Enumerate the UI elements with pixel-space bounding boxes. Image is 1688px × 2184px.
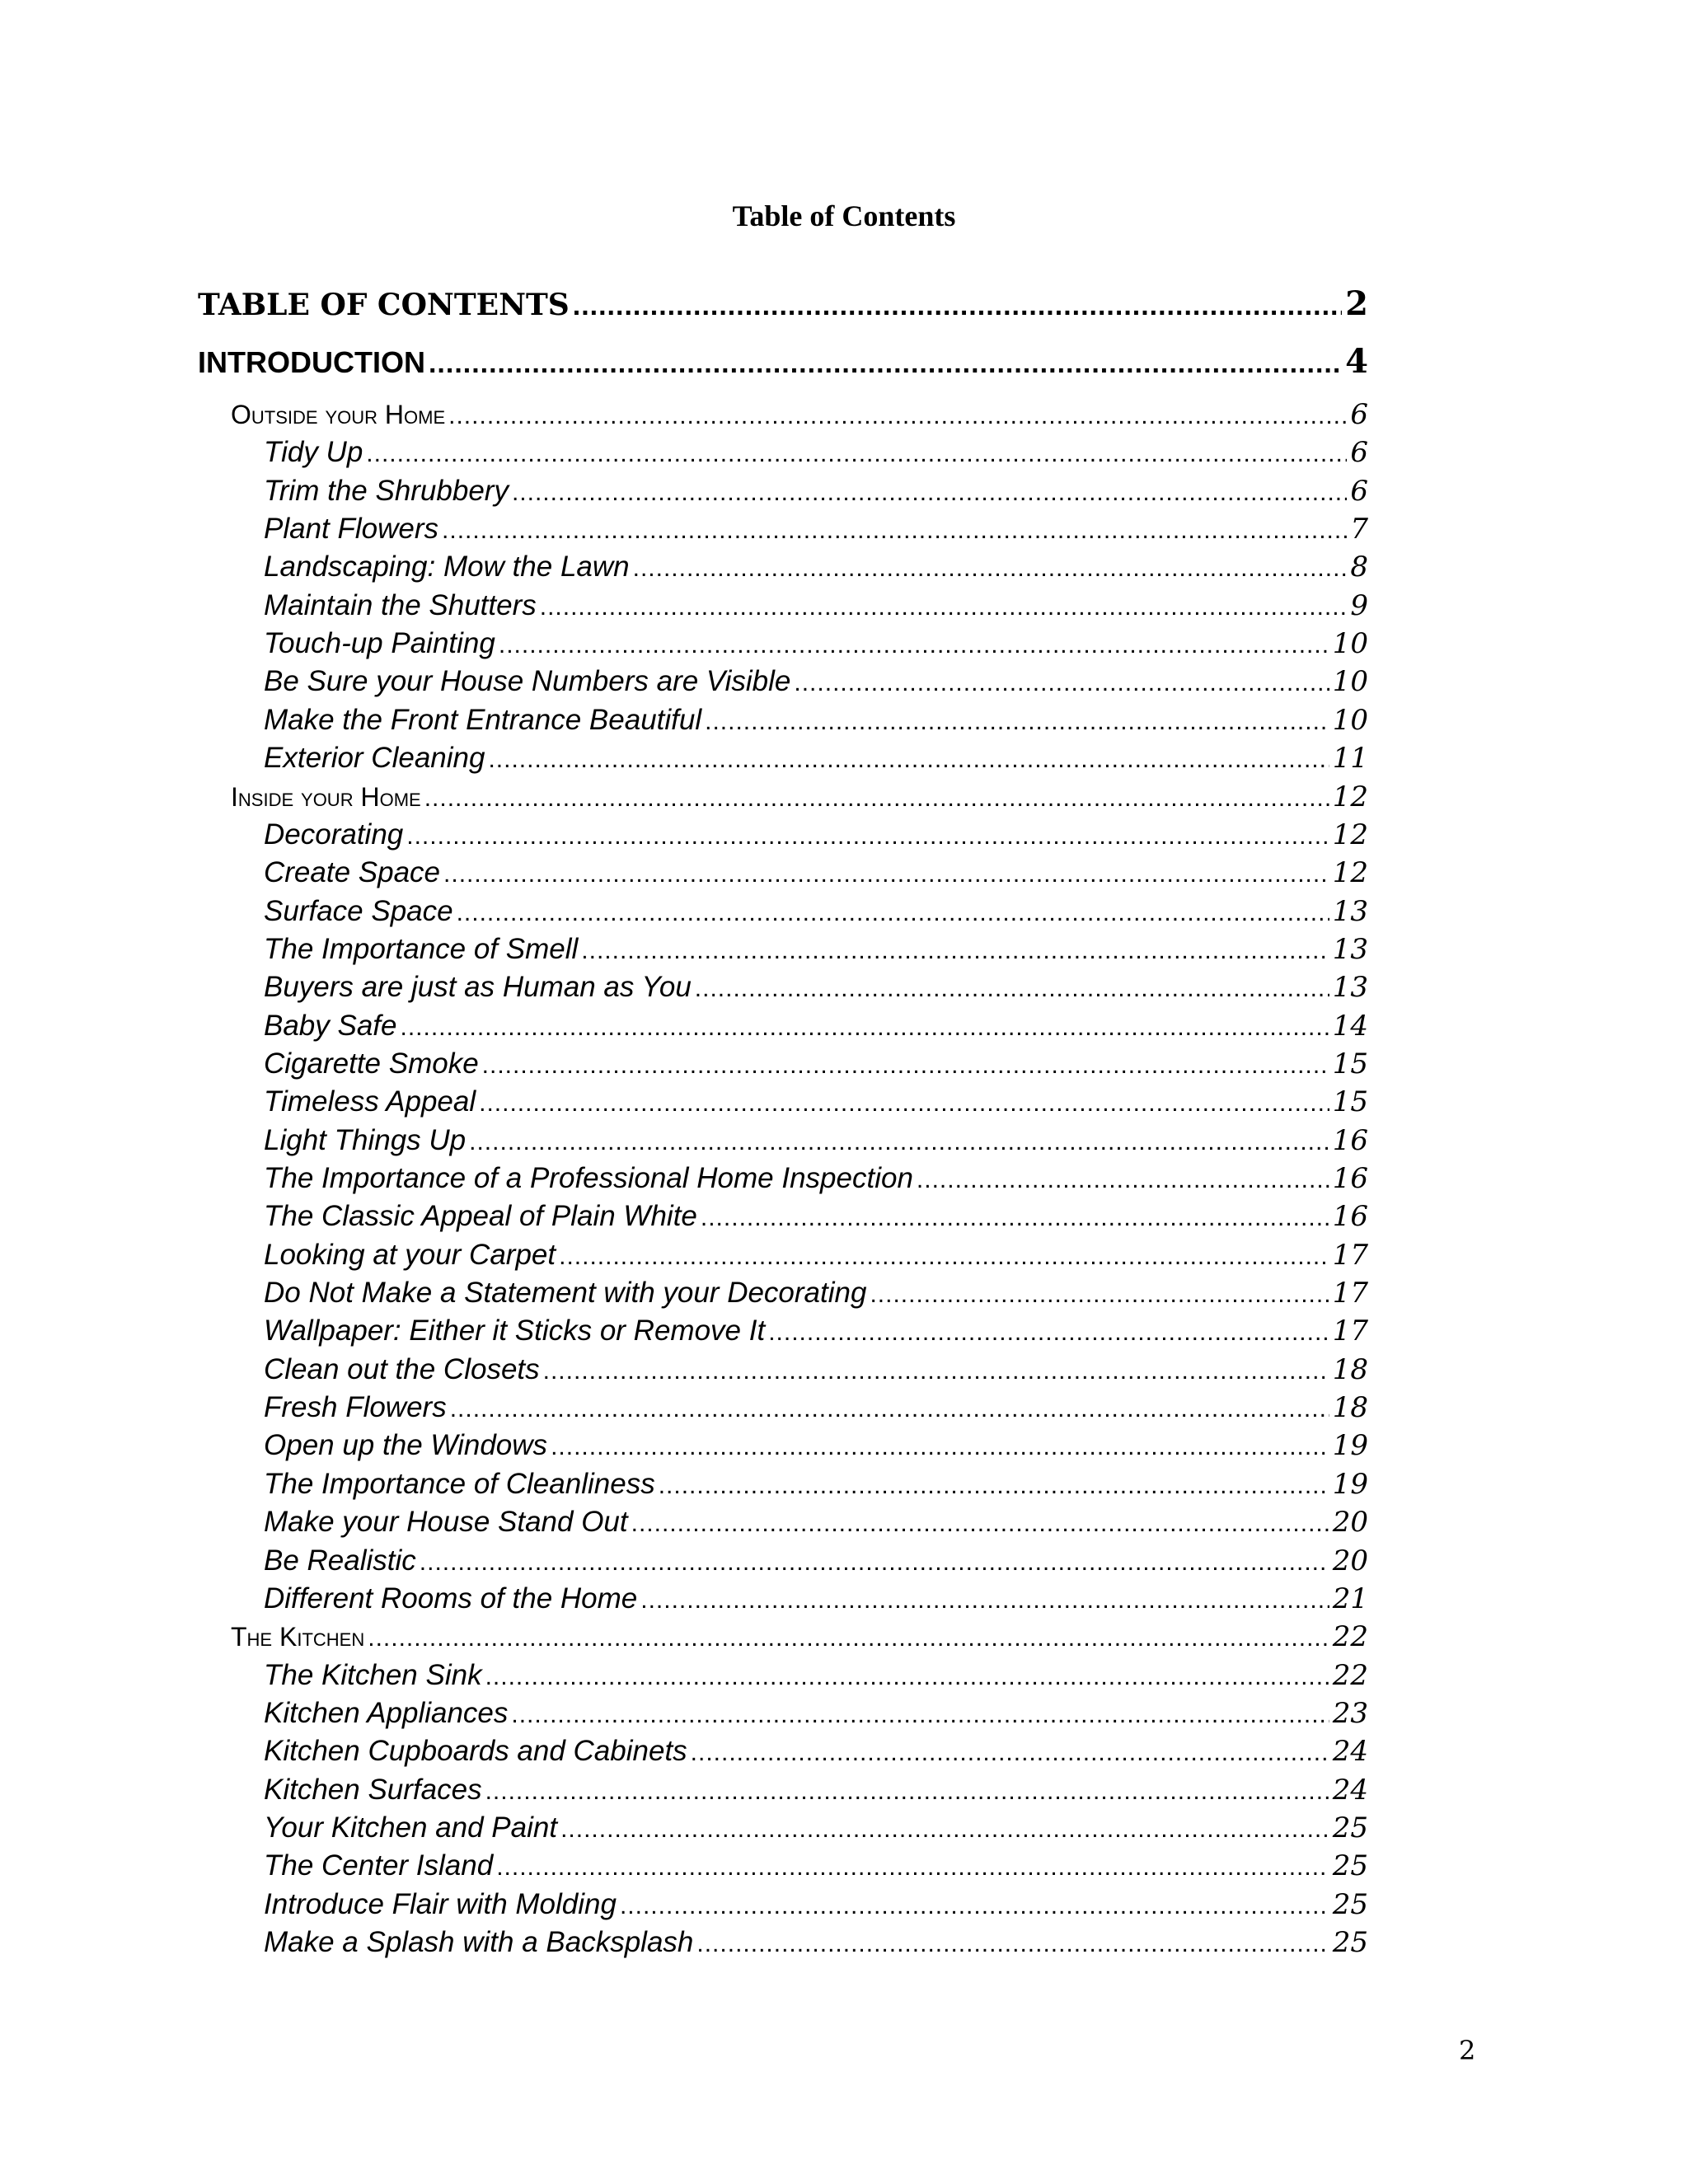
dot-leader bbox=[420, 1544, 1329, 1581]
toc-entry[interactable] bbox=[264, 1810, 1368, 1846]
dot-leader bbox=[485, 1659, 1329, 1695]
toc-entry-page-number: 18 bbox=[1332, 1352, 1368, 1386]
toc-entry-title: Light Things Up bbox=[264, 1123, 467, 1156]
toc-entry-page-number: 15 bbox=[1332, 1085, 1368, 1119]
toc-entry[interactable] bbox=[264, 1772, 1368, 1808]
toc-entry-page-number: 24 bbox=[1332, 1773, 1368, 1807]
toc-entry-title: Different Rooms of the Home bbox=[264, 1582, 638, 1615]
toc-entry[interactable] bbox=[264, 1543, 1368, 1579]
dot-leader bbox=[560, 1811, 1329, 1848]
toc-entry[interactable] bbox=[264, 1695, 1368, 1732]
toc-entry-title: Touch-up Painting bbox=[264, 627, 495, 660]
toc-entry-page-number: 20 bbox=[1332, 1544, 1368, 1577]
toc-entry-page-number: 4 bbox=[1345, 342, 1368, 381]
toc-entry-page-number: 15 bbox=[1332, 1047, 1368, 1080]
dot-leader bbox=[701, 1200, 1329, 1236]
dot-leader bbox=[485, 1774, 1329, 1810]
toc-entry-title: Create Space bbox=[264, 856, 441, 889]
toc-entry[interactable] bbox=[264, 1313, 1368, 1349]
toc-entry[interactable] bbox=[198, 341, 1368, 382]
dot-leader bbox=[499, 627, 1329, 663]
toc-entry-page-number: 25 bbox=[1332, 1887, 1368, 1921]
toc-entry[interactable] bbox=[264, 740, 1368, 776]
dot-leader bbox=[543, 1353, 1329, 1390]
dot-leader bbox=[559, 1239, 1329, 1275]
toc-entry-page-number: 18 bbox=[1332, 1391, 1368, 1425]
toc-entry-page-number: 13 bbox=[1332, 932, 1368, 966]
toc-entry-page-number: 8 bbox=[1350, 551, 1368, 584]
toc-entry[interactable] bbox=[264, 626, 1368, 662]
dot-leader bbox=[794, 665, 1329, 701]
toc-entry-page-number: 17 bbox=[1332, 1315, 1368, 1348]
toc-entry-title: Exterior Cleaning bbox=[264, 742, 485, 775]
dot-leader bbox=[488, 742, 1329, 778]
toc-entry[interactable] bbox=[264, 1427, 1368, 1464]
toc-entry-page-number: 16 bbox=[1332, 1200, 1368, 1234]
dot-leader bbox=[450, 1391, 1329, 1427]
page-number: 2 bbox=[1459, 2035, 1476, 2066]
dot-leader bbox=[540, 589, 1348, 626]
toc-entry[interactable] bbox=[264, 1886, 1368, 1923]
toc-entry-title: Cigarette Smoke bbox=[264, 1047, 479, 1080]
toc-entry[interactable] bbox=[264, 1275, 1368, 1311]
toc-entry[interactable] bbox=[231, 396, 1368, 433]
toc-entry-page-number: 6 bbox=[1350, 398, 1368, 431]
toc-entry[interactable] bbox=[264, 1084, 1368, 1120]
toc-entry[interactable] bbox=[264, 434, 1368, 471]
toc-entry[interactable] bbox=[264, 473, 1368, 509]
toc-entry-page-number: 2 bbox=[1345, 284, 1368, 323]
toc-entry-title: TABLE OF CONTENTS bbox=[198, 288, 570, 322]
toc-entry[interactable] bbox=[264, 1390, 1368, 1426]
toc-entry-title: The Importance of Cleanliness bbox=[264, 1467, 655, 1500]
toc-entry-page-number: 11 bbox=[1332, 742, 1368, 776]
toc-entry-page-number: 16 bbox=[1332, 1162, 1368, 1195]
toc-entry-title: The Classic Appeal of Plain White bbox=[264, 1200, 697, 1233]
toc-entry-page-number: 10 bbox=[1332, 627, 1368, 661]
dot-leader bbox=[511, 1697, 1329, 1733]
toc-entry[interactable] bbox=[264, 1352, 1368, 1388]
toc-entry-title: Timeless Appeal bbox=[264, 1085, 476, 1118]
toc-entry-title: The Center Island bbox=[264, 1849, 494, 1882]
toc-entry-page-number: 17 bbox=[1332, 1238, 1368, 1272]
dot-leader bbox=[705, 704, 1329, 740]
dot-leader bbox=[469, 1124, 1329, 1160]
toc-entry-title: Fresh Flowers bbox=[264, 1391, 447, 1424]
dot-leader bbox=[368, 1620, 1329, 1657]
toc-entry-title: Wallpaper: Either it Sticks or Remove It bbox=[264, 1315, 766, 1347]
toc-entry-title: Introduce Flair with Molding bbox=[264, 1887, 617, 1920]
toc-entry-page-number: 12 bbox=[1332, 780, 1368, 813]
toc-entry-title: Baby Safe bbox=[264, 1009, 397, 1042]
toc-entry-page-number: 19 bbox=[1332, 1467, 1368, 1501]
dot-leader bbox=[496, 1849, 1329, 1886]
toc-entry-title: The Kitchen Sink bbox=[264, 1658, 482, 1691]
toc-entry-page-number: 13 bbox=[1332, 971, 1368, 1005]
toc-entry-title: Plant Flowers bbox=[264, 513, 439, 546]
toc-entry-title: Inside your Home bbox=[231, 781, 421, 812]
toc-entry[interactable] bbox=[264, 817, 1368, 853]
toc-entry-title: The Importance of Smell bbox=[264, 932, 579, 965]
toc-entry-title: Trim the Shrubbery bbox=[264, 474, 509, 507]
toc-entry-title: Tidy Up bbox=[264, 436, 363, 469]
toc-entry-page-number: 10 bbox=[1332, 665, 1368, 699]
toc-entry-page-number: 25 bbox=[1332, 1926, 1368, 1959]
toc-entry[interactable] bbox=[231, 1619, 1368, 1655]
toc-entry[interactable] bbox=[264, 1657, 1368, 1694]
toc-entry[interactable] bbox=[264, 1733, 1368, 1769]
toc-entry-title: Make your House Stand Out bbox=[264, 1506, 628, 1539]
toc-entry-page-number: 6 bbox=[1350, 436, 1368, 470]
toc-entry-page-number: 24 bbox=[1332, 1735, 1368, 1769]
toc-entry-title: Be Sure your House Numbers are Visible bbox=[264, 665, 791, 698]
dot-leader bbox=[620, 1888, 1329, 1924]
dot-leader bbox=[573, 285, 1342, 326]
dot-leader bbox=[695, 971, 1329, 1007]
toc-entry-title: Make a Splash with a Backsplash bbox=[264, 1926, 694, 1958]
toc-entry-page-number: 22 bbox=[1332, 1658, 1368, 1692]
dot-leader bbox=[429, 343, 1342, 384]
dot-leader bbox=[482, 1047, 1329, 1084]
toc-entry-title: Outside your Home bbox=[231, 400, 446, 429]
toc-entry-page-number: 21 bbox=[1332, 1582, 1368, 1615]
toc-entry-page-number: 7 bbox=[1350, 513, 1368, 546]
toc-entry[interactable] bbox=[264, 702, 1368, 738]
dot-leader bbox=[640, 1582, 1329, 1619]
dot-leader bbox=[696, 1926, 1329, 1962]
toc-entry-page-number: 9 bbox=[1350, 588, 1368, 622]
dot-leader bbox=[691, 1735, 1329, 1771]
toc-entry-title: Your Kitchen and Paint bbox=[264, 1811, 558, 1844]
toc-entry-title: Decorating bbox=[264, 818, 404, 851]
dot-leader bbox=[551, 1429, 1329, 1465]
toc-entry[interactable] bbox=[264, 893, 1368, 930]
toc-entry-page-number: 14 bbox=[1332, 1009, 1368, 1043]
toc-entry-title: The Kitchen bbox=[231, 1622, 365, 1652]
toc-entry-title: Clean out the Closets bbox=[264, 1352, 540, 1385]
toc-entry[interactable] bbox=[264, 663, 1368, 700]
toc-entry[interactable] bbox=[264, 1466, 1368, 1502]
toc-entry-page-number: 22 bbox=[1332, 1620, 1368, 1654]
toc-entry-page-number: 16 bbox=[1332, 1123, 1368, 1157]
toc-entry[interactable] bbox=[264, 1160, 1368, 1197]
toc-entry[interactable] bbox=[264, 1008, 1368, 1044]
toc-entry-page-number: 19 bbox=[1332, 1429, 1368, 1463]
dot-leader bbox=[406, 818, 1329, 855]
toc-entry-title: Landscaping: Mow the Lawn bbox=[264, 551, 630, 583]
toc-entry-page-number: 13 bbox=[1332, 894, 1368, 928]
toc-entry-title: Be Realistic bbox=[264, 1544, 416, 1577]
toc-entry-page-number: 12 bbox=[1332, 856, 1368, 890]
toc-entry[interactable] bbox=[264, 549, 1368, 585]
toc-entry-page-number: 25 bbox=[1332, 1849, 1368, 1883]
toc-entry[interactable] bbox=[264, 1122, 1368, 1159]
toc-entry-title: The Importance of a Professional Home Inspection bbox=[264, 1162, 913, 1194]
toc-entry[interactable] bbox=[264, 855, 1368, 891]
dot-leader bbox=[870, 1277, 1329, 1313]
toc-entry[interactable] bbox=[264, 588, 1368, 624]
toc-entry[interactable] bbox=[264, 1198, 1368, 1235]
dot-leader bbox=[366, 436, 1347, 472]
toc-entry[interactable] bbox=[264, 969, 1368, 1005]
dot-leader bbox=[917, 1162, 1329, 1198]
toc-entry-page-number: 6 bbox=[1350, 474, 1368, 508]
toc-entry-title: Kitchen Appliances bbox=[264, 1696, 509, 1729]
toc-entry-page-number: 10 bbox=[1332, 703, 1368, 737]
toc-entry-title: Buyers are just as Human as You bbox=[264, 971, 692, 1004]
dot-leader bbox=[479, 1085, 1329, 1122]
toc-entry-title: Make the Front Entrance Beautiful bbox=[264, 703, 702, 736]
dot-leader bbox=[581, 933, 1329, 969]
dot-leader bbox=[631, 1506, 1329, 1542]
dot-leader bbox=[659, 1468, 1329, 1504]
toc-entry[interactable] bbox=[264, 1848, 1368, 1884]
toc-entry-title: Looking at your Carpet bbox=[264, 1238, 556, 1271]
page-title: Table of Contents bbox=[732, 199, 956, 232]
toc-entry[interactable] bbox=[198, 284, 1368, 325]
toc-entry[interactable] bbox=[264, 1581, 1368, 1617]
toc-entry[interactable] bbox=[264, 1046, 1368, 1082]
dot-leader bbox=[401, 1010, 1329, 1046]
dot-leader bbox=[424, 780, 1329, 817]
toc-entry[interactable] bbox=[231, 779, 1368, 815]
toc-entry-page-number: 17 bbox=[1332, 1277, 1368, 1310]
dot-leader bbox=[442, 513, 1347, 549]
toc-entry-page-number: 23 bbox=[1332, 1696, 1368, 1730]
toc-entry-title: Kitchen Cupboards and Cabinets bbox=[264, 1735, 687, 1768]
dot-leader bbox=[512, 475, 1347, 511]
toc-entry[interactable] bbox=[264, 931, 1368, 968]
toc-entry-page-number: 12 bbox=[1332, 818, 1368, 851]
toc-entry-page-number: 25 bbox=[1332, 1811, 1368, 1844]
dot-leader bbox=[443, 856, 1329, 893]
dot-leader bbox=[768, 1315, 1329, 1351]
toc-entry-page-number: 20 bbox=[1332, 1506, 1368, 1540]
dot-leader bbox=[457, 895, 1329, 931]
toc-entry-title: Surface Space bbox=[264, 894, 453, 927]
toc-entry-title: Kitchen Surfaces bbox=[264, 1773, 482, 1806]
dot-leader bbox=[448, 398, 1347, 434]
dot-leader bbox=[633, 551, 1348, 587]
toc-entry[interactable] bbox=[264, 1924, 1368, 1961]
toc-entry-title: INTRODUCTION bbox=[198, 345, 425, 379]
toc-entry-title: Do Not Make a Statement with your Decorating bbox=[264, 1277, 867, 1310]
toc-entry[interactable] bbox=[264, 1504, 1368, 1540]
toc-entry[interactable] bbox=[264, 1237, 1368, 1273]
toc-entry[interactable] bbox=[264, 511, 1368, 547]
toc-entry-title: Open up the Windows bbox=[264, 1429, 548, 1462]
toc-entry-title: Maintain the Shutters bbox=[264, 588, 537, 621]
